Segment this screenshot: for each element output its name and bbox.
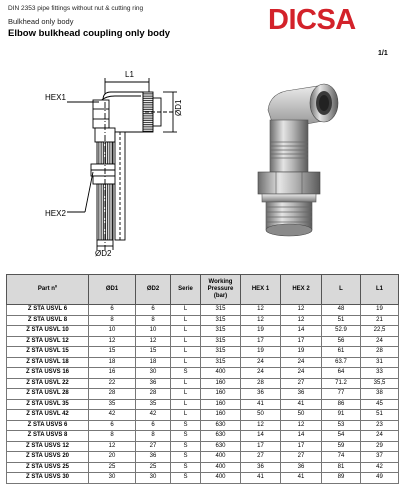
- cell-pressure: 630: [201, 420, 241, 431]
- cell-pressure: 315: [201, 357, 241, 368]
- cell-l1: 38: [361, 389, 399, 400]
- cell-l: 54: [322, 431, 361, 442]
- cell-d2: 30: [136, 473, 171, 484]
- table-row: [7, 441, 399, 452]
- cell-hex2: 14: [281, 326, 322, 337]
- cell-hex2: 19: [281, 347, 322, 358]
- col-header-d2: ØD2: [136, 275, 171, 305]
- cell-d2: 42: [136, 410, 171, 421]
- page-title: Elbow bulkhead coupling only body: [8, 28, 171, 39]
- cell-l: 52.9: [322, 326, 361, 337]
- cell-serie: S: [171, 462, 201, 473]
- cell-d1: 6: [89, 305, 136, 316]
- cell-l: 71.2: [322, 378, 361, 389]
- cell-pressure: 630: [201, 441, 241, 452]
- cell-serie: L: [171, 357, 201, 368]
- table-row: [7, 305, 399, 316]
- cell-d1: 25: [89, 462, 136, 473]
- cell-d2: 35: [136, 399, 171, 410]
- cell-d1: 28: [89, 389, 136, 400]
- cell-l1: 31: [361, 357, 399, 368]
- cell-part-number: Z STA USVS 30: [7, 473, 89, 484]
- cell-d2: 6: [136, 305, 171, 316]
- cell-hex2: 12: [281, 305, 322, 316]
- cell-part-number: Z STA USVS 8: [7, 431, 89, 442]
- cell-d1: 6: [89, 420, 136, 431]
- cell-hex1: 17: [241, 441, 281, 452]
- cell-part-number: Z STA USVS 20: [7, 452, 89, 463]
- cell-part-number: Z STA USVS 12: [7, 441, 89, 452]
- cell-part-number: Z STA USVL 6: [7, 305, 89, 316]
- col-header-d1: ØD1: [89, 275, 136, 305]
- cell-hex2: 36: [281, 389, 322, 400]
- cell-hex2: 27: [281, 378, 322, 389]
- cell-hex1: 19: [241, 347, 281, 358]
- cell-pressure: 160: [201, 389, 241, 400]
- cell-part-number: Z STA USVL 35: [7, 399, 89, 410]
- cell-d2: 25: [136, 462, 171, 473]
- cell-hex1: 27: [241, 452, 281, 463]
- cell-hex1: 19: [241, 326, 281, 337]
- cell-d1: 20: [89, 452, 136, 463]
- cell-l1: 21: [361, 315, 399, 326]
- cell-part-number: Z STA USVS 25: [7, 462, 89, 473]
- cell-serie: L: [171, 315, 201, 326]
- cell-pressure: 315: [201, 305, 241, 316]
- table-row: [7, 452, 399, 463]
- cell-part-number: Z STA USVL 12: [7, 336, 89, 347]
- table-row: [7, 389, 399, 400]
- cell-hex2: 17: [281, 441, 322, 452]
- cell-d1: 22: [89, 378, 136, 389]
- cell-hex1: 12: [241, 420, 281, 431]
- cell-l1: 19: [361, 305, 399, 316]
- col-header-hex1: HEX 1: [241, 275, 281, 305]
- cell-hex1: 28: [241, 378, 281, 389]
- cell-l1: 51: [361, 410, 399, 421]
- technical-drawing: [45, 62, 220, 257]
- cell-hex1: 41: [241, 473, 281, 484]
- cell-hex1: 24: [241, 368, 281, 379]
- cell-hex2: 24: [281, 357, 322, 368]
- cell-pressure: 400: [201, 452, 241, 463]
- cell-serie: S: [171, 441, 201, 452]
- cell-l: 51: [322, 315, 361, 326]
- table-row: [7, 399, 399, 410]
- cell-l1: 24: [361, 336, 399, 347]
- cell-part-number: Z STA USVL 8: [7, 315, 89, 326]
- cell-d2: 36: [136, 452, 171, 463]
- cell-hex1: 17: [241, 336, 281, 347]
- cell-l: 53: [322, 420, 361, 431]
- cell-serie: L: [171, 399, 201, 410]
- cell-pressure: 315: [201, 326, 241, 337]
- cell-serie: L: [171, 305, 201, 316]
- cell-d1: 10: [89, 326, 136, 337]
- cell-l1: 22,5: [361, 326, 399, 337]
- label-d2: ØD2: [95, 249, 112, 257]
- cell-pressure: 400: [201, 368, 241, 379]
- cell-part-number: Z STA USVL 22: [7, 378, 89, 389]
- cell-pressure: 160: [201, 410, 241, 421]
- cell-part-number: Z STA USVS 6: [7, 420, 89, 431]
- cell-d1: 16: [89, 368, 136, 379]
- cell-hex1: 14: [241, 431, 281, 442]
- cell-part-number: Z STA USVS 16: [7, 368, 89, 379]
- cell-l: 74: [322, 452, 361, 463]
- cell-d1: 12: [89, 336, 136, 347]
- table-row: [7, 315, 399, 326]
- cell-hex2: 17: [281, 336, 322, 347]
- cell-d2: 28: [136, 389, 171, 400]
- cell-d2: 12: [136, 336, 171, 347]
- cell-hex2: 41: [281, 473, 322, 484]
- cell-l1: 24: [361, 431, 399, 442]
- cell-hex1: 41: [241, 399, 281, 410]
- cell-serie: S: [171, 452, 201, 463]
- cell-hex2: 36: [281, 462, 322, 473]
- table-row: [7, 420, 399, 431]
- cell-d2: 6: [136, 420, 171, 431]
- cell-hex2: 12: [281, 315, 322, 326]
- product-photo: [240, 80, 350, 245]
- cell-hex1: 12: [241, 305, 281, 316]
- cell-d2: 8: [136, 315, 171, 326]
- cell-serie: L: [171, 410, 201, 421]
- table-row: [7, 326, 399, 337]
- cell-serie: L: [171, 347, 201, 358]
- cell-serie: S: [171, 473, 201, 484]
- col-header-l1: L1: [361, 275, 399, 305]
- table-row: [7, 378, 399, 389]
- cell-d1: 8: [89, 431, 136, 442]
- cell-d2: 30: [136, 368, 171, 379]
- cell-l: 86: [322, 399, 361, 410]
- cell-d1: 42: [89, 410, 136, 421]
- table-row: [7, 357, 399, 368]
- cell-serie: L: [171, 336, 201, 347]
- cell-pressure: 630: [201, 431, 241, 442]
- table-row: [7, 462, 399, 473]
- cell-pressure: 160: [201, 399, 241, 410]
- cell-hex1: 12: [241, 315, 281, 326]
- cell-serie: L: [171, 389, 201, 400]
- cell-hex2: 12: [281, 420, 322, 431]
- cell-pressure: 315: [201, 336, 241, 347]
- cell-hex2: 24: [281, 368, 322, 379]
- cell-part-number: Z STA USVL 10: [7, 326, 89, 337]
- specification-table: [6, 274, 399, 484]
- cell-part-number: Z STA USVL 18: [7, 357, 89, 368]
- table-row: [7, 368, 399, 379]
- table-row: [7, 473, 399, 484]
- cell-d1: 18: [89, 357, 136, 368]
- cell-l1: 35,5: [361, 378, 399, 389]
- company-logo: DICSA: [268, 4, 356, 36]
- cell-part-number: Z STA USVL 28: [7, 389, 89, 400]
- cell-l: 59: [322, 441, 361, 452]
- col-header-part-number: Part nº: [7, 275, 89, 305]
- label-hex1: HEX1: [45, 93, 66, 102]
- cell-serie: L: [171, 326, 201, 337]
- cell-l: 91: [322, 410, 361, 421]
- cell-d1: 15: [89, 347, 136, 358]
- cell-l: 64: [322, 368, 361, 379]
- cell-l1: 37: [361, 452, 399, 463]
- label-l1: L1: [125, 70, 134, 79]
- cell-hex2: 41: [281, 399, 322, 410]
- cell-l: 48: [322, 305, 361, 316]
- label-hex2: HEX2: [45, 209, 66, 218]
- cell-serie: S: [171, 368, 201, 379]
- cell-d2: 15: [136, 347, 171, 358]
- col-header-l: L: [322, 275, 361, 305]
- cell-l1: 33: [361, 368, 399, 379]
- cell-hex2: 27: [281, 452, 322, 463]
- cell-pressure: 400: [201, 462, 241, 473]
- table-row: [7, 336, 399, 347]
- col-header-serie: Serie: [171, 275, 201, 305]
- cell-l1: 42: [361, 462, 399, 473]
- cell-d2: 10: [136, 326, 171, 337]
- cell-pressure: 160: [201, 378, 241, 389]
- cell-l: 56: [322, 336, 361, 347]
- cell-d1: 12: [89, 441, 136, 452]
- table-row: [7, 431, 399, 442]
- cell-pressure: 400: [201, 473, 241, 484]
- table-row: [7, 347, 399, 358]
- cell-d2: 27: [136, 441, 171, 452]
- cell-part-number: Z STA USVL 15: [7, 347, 89, 358]
- cell-hex2: 50: [281, 410, 322, 421]
- cell-l1: 49: [361, 473, 399, 484]
- cell-serie: S: [171, 420, 201, 431]
- cell-serie: L: [171, 378, 201, 389]
- table-row: [7, 410, 399, 421]
- cell-l1: 29: [361, 441, 399, 452]
- cell-l1: 23: [361, 420, 399, 431]
- cell-hex1: 50: [241, 410, 281, 421]
- cell-d2: 36: [136, 378, 171, 389]
- cell-pressure: 315: [201, 347, 241, 358]
- cell-serie: S: [171, 431, 201, 442]
- col-header-working-pressure: Working Pressure (bar): [201, 275, 241, 305]
- cell-part-number: Z STA USVL 42: [7, 410, 89, 421]
- cell-l1: 45: [361, 399, 399, 410]
- cell-d1: 30: [89, 473, 136, 484]
- page-number: 1/1: [378, 50, 388, 57]
- cell-hex1: 36: [241, 389, 281, 400]
- cell-d2: 8: [136, 431, 171, 442]
- cell-d2: 18: [136, 357, 171, 368]
- col-header-hex2: HEX 2: [281, 275, 322, 305]
- header-subtitle-body: Bulkhead only body: [8, 17, 74, 26]
- table-header-row: [7, 275, 399, 305]
- cell-l: 77: [322, 389, 361, 400]
- cell-l: 81: [322, 462, 361, 473]
- cell-hex1: 24: [241, 357, 281, 368]
- cell-d1: 35: [89, 399, 136, 410]
- cell-l: 61: [322, 347, 361, 358]
- cell-l: 89: [322, 473, 361, 484]
- cell-hex1: 36: [241, 462, 281, 473]
- cell-l1: 28: [361, 347, 399, 358]
- header-subtitle-din: DIN 2353 pipe fittings without nut & cutting ring: [8, 5, 144, 12]
- cell-hex2: 14: [281, 431, 322, 442]
- cell-l: 63.7: [322, 357, 361, 368]
- cell-d1: 8: [89, 315, 136, 326]
- cell-pressure: 315: [201, 315, 241, 326]
- label-d1: ØD1: [174, 99, 183, 116]
